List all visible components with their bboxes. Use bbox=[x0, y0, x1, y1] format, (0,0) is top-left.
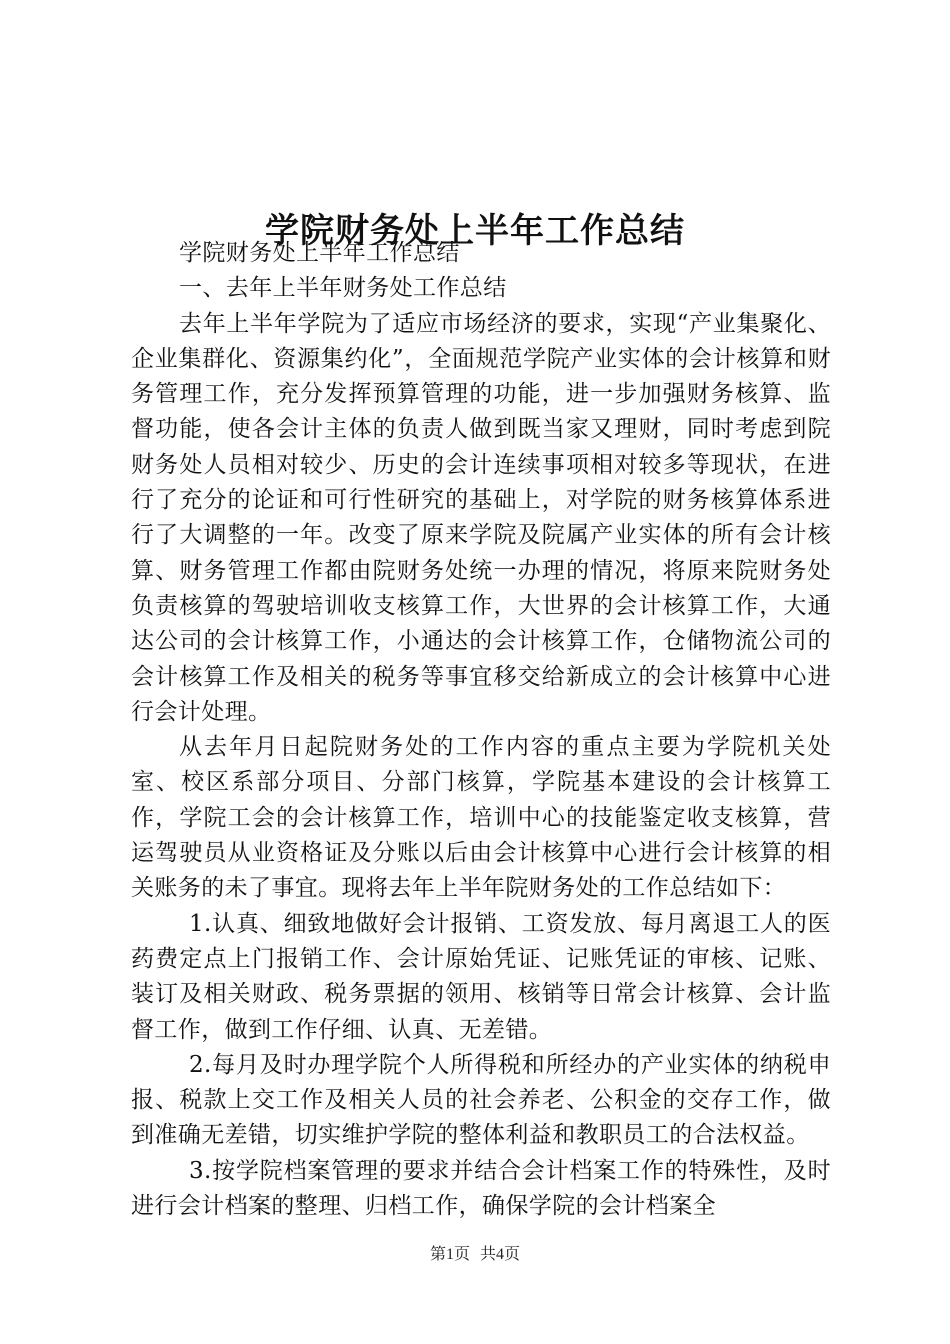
section-heading: 一、去年上半年财务处工作总结 bbox=[179, 275, 507, 302]
paragraph: 学院财务处上半年工作总结 bbox=[179, 240, 460, 266]
document-body bbox=[131, 236, 831, 1224]
numbered-item: 2.每月及时办理学院个人所得税和所经办的产业实体的纳税申报、税款上交工作及相关人员的社会养老、公积金的交存工作，做到准确无差错，切实维护学院的整体利益和教职员工的合法权益。 bbox=[131, 1051, 831, 1149]
document-title: 学院财务处上半年工作总结 bbox=[265, 210, 685, 251]
paragraph: 从去年月日起院财务处的工作内容的重点主要为学院机关处室、校区系部分项目、分部门核算，学院基本建设的会计核算工作，学院工会的会计核算工作，培训中心的技能鉴定收支核算，营运驾驶员从业资格证及分账以后由会计核算中心进行会计核算的相关账务的未了事宜。现将去年上半年院财务处的工作总结如下： bbox=[131, 734, 831, 902]
numbered-item: 1.认真、细致地做好会计报销、工资发放、每月离退工人的医药费定点上门报销工作、会计原始凭证、记账凭证的审核、记账、装订及相关财政、税务票据的领用、核销等日常会计核算、会计监督工作，做到工作仔细、认真、无差错。 bbox=[131, 910, 831, 1043]
page-footer: 第1页 共4页 bbox=[429, 1246, 520, 1263]
paragraph: 去年上半年学院为了适应市场经济的要求，实现“产业集聚化、企业集群化、资源集约化”，全面规范学院产业实体的会计核算和财务管理工作，充分发挥预算管理的功能，进一步加强财务核算、监督功能，使各会计主体的负责人做到既当家又理财，同时考虑到院财务处人员相对较少、历史的会计连续事项相对较多等现状，在进行了充分的论证和可行性研究的基础上，对学院的财务核算体系进行了大调整的一年。改变了原来学院及院属产业实体的所有会计核算、财务管理工作都由院财务处统一办理的情况，将原来院财务处负责核算的驾驶培训收支核算工作，大世界的会计核算工作，大通达公司的会计核算工作，小通达的会计核算工作，仓储物流公司的会计核算工作及相关的税务等事宜移交给新成立的会计核算中心进行会计处理。 bbox=[131, 310, 831, 725]
numbered-item: 3.按学院档案管理的要求并结合会计档案工作的特殊性，及时进行会计档案的整理、归档工作，确保学院的会计档案全 bbox=[131, 1157, 831, 1220]
